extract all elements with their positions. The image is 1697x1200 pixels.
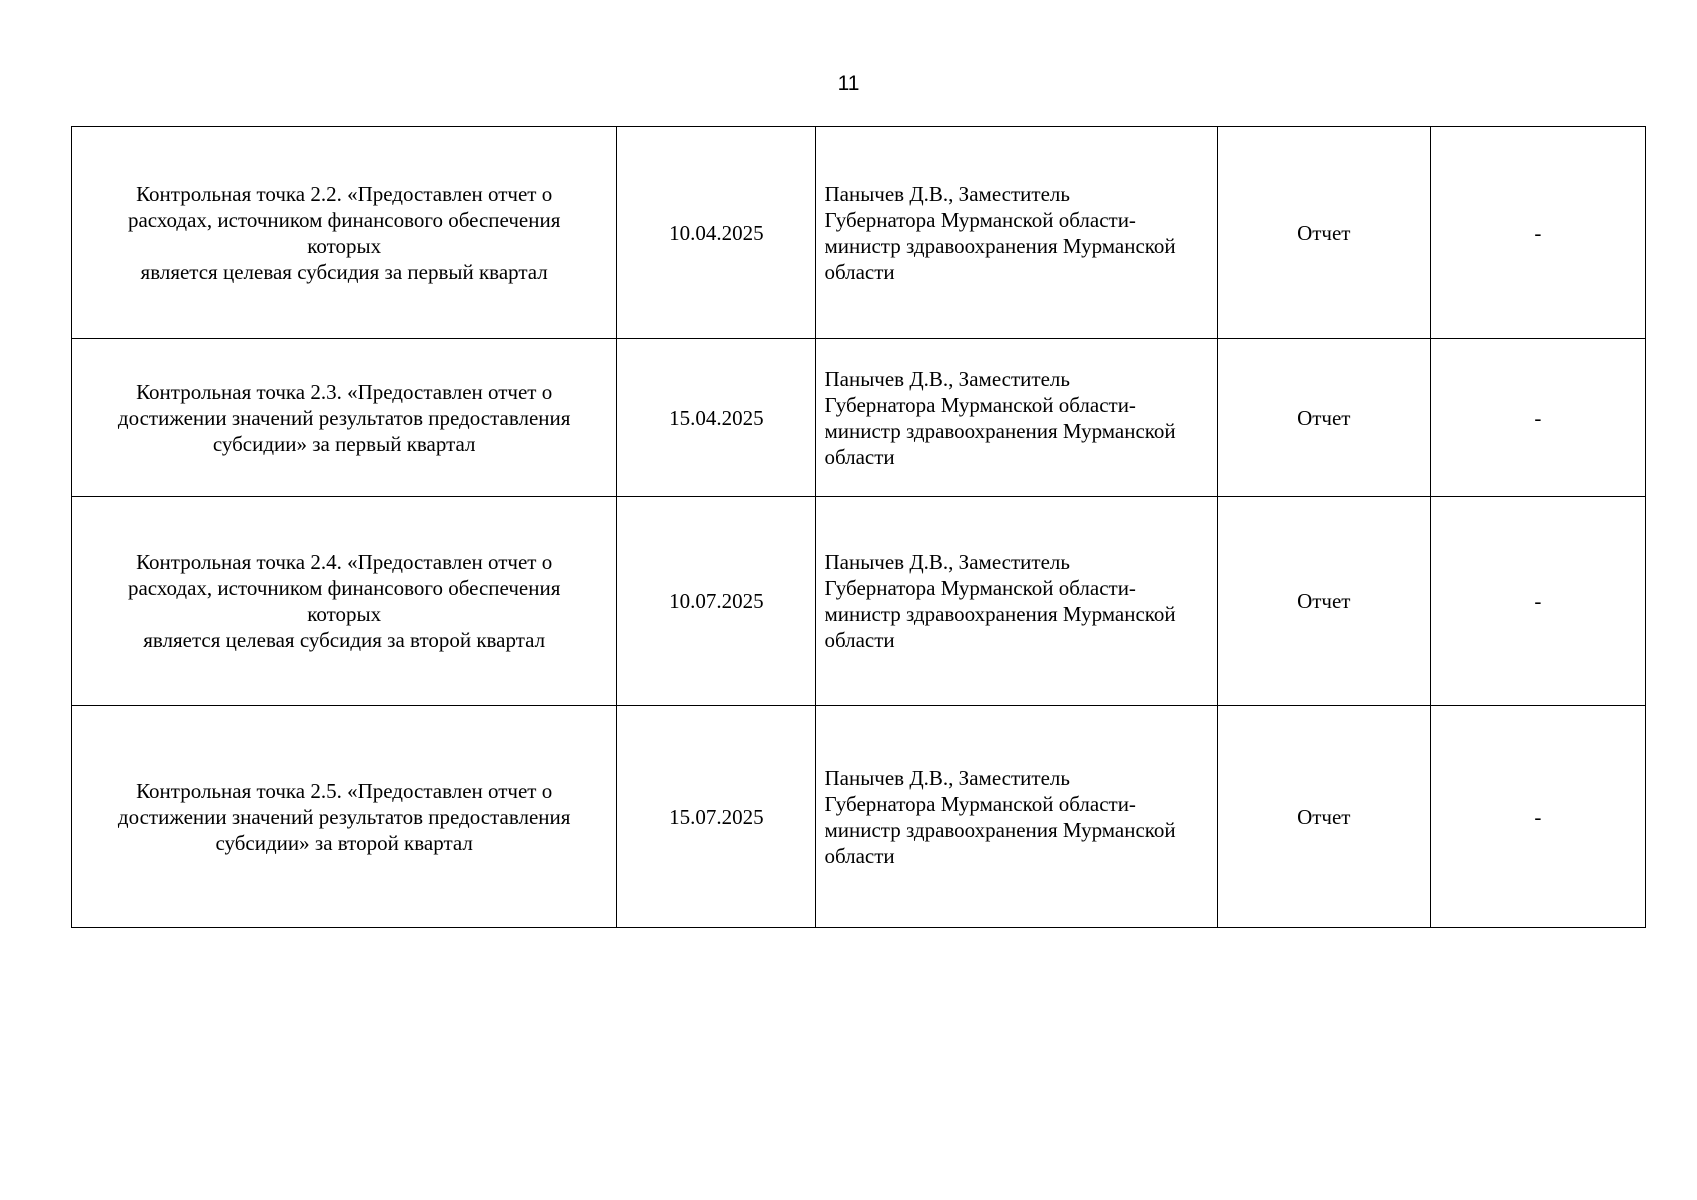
description-line: которых — [307, 233, 382, 258]
description-line: достижении значений результатов предоставления — [117, 804, 571, 829]
responsible-line: Панычев Д.В., Заместитель — [824, 550, 1070, 574]
responsible-line: министр здравоохранения Мурманской — [824, 817, 1176, 842]
responsible-person — [816, 497, 1217, 706]
responsible-person — [816, 339, 1217, 497]
description-line: расходах, источником финансового обеспечения — [127, 207, 561, 232]
responsible-line: области — [824, 843, 895, 868]
description-line: Контрольная точка 2.2. «Предоставлен отчет о — [136, 181, 553, 206]
completion-date: 10.04.2025 — [617, 127, 816, 339]
completion-date: 15.04.2025 — [617, 339, 816, 497]
control-point-description — [72, 339, 617, 497]
note-cell: - — [1430, 127, 1645, 339]
control-point-description — [72, 497, 617, 706]
table-row — [72, 127, 1646, 339]
note-cell: - — [1430, 706, 1645, 928]
responsible-line: Губернатора Мурманской области- — [824, 392, 1136, 417]
responsible-line: министр здравоохранения Мурманской — [824, 418, 1176, 443]
table-row — [72, 497, 1646, 706]
responsible-line: Губернатора Мурманской области- — [824, 576, 1136, 600]
responsible-person — [816, 706, 1217, 928]
document-type: Отчет — [1217, 339, 1430, 497]
responsible-line: министр здравоохранения Мурманской — [824, 602, 1176, 626]
description-line: расходах, источником финансового обеспечения — [127, 576, 561, 600]
responsible-line: области — [824, 444, 895, 469]
description-line: Контрольная точка 2.4. «Предоставлен отчет о — [136, 550, 553, 574]
responsible-line: Панычев Д.В., Заместитель — [824, 181, 1070, 206]
document-type: Отчет — [1217, 706, 1430, 928]
control-points-table — [71, 126, 1646, 928]
control-point-description — [72, 706, 617, 928]
description-line: субсидии» за второй квартал — [215, 830, 473, 855]
completion-date: 15.07.2025 — [617, 706, 816, 928]
responsible-line: Панычев Д.В., Заместитель — [824, 366, 1070, 391]
control-point-description — [72, 127, 617, 339]
responsible-line: области — [824, 628, 895, 652]
description-line: Контрольная точка 2.5. «Предоставлен отчет о — [136, 778, 553, 803]
description-line: субсидии» за первый квартал — [212, 431, 476, 456]
description-line: является целевая субсидия за второй квартал — [143, 628, 546, 652]
note-cell: - — [1430, 497, 1645, 706]
description-line: которых — [307, 602, 382, 626]
responsible-person — [816, 127, 1217, 339]
responsible-line: области — [824, 259, 895, 284]
responsible-line: министр здравоохранения Мурманской — [824, 233, 1176, 258]
document-type: Отчет — [1217, 127, 1430, 339]
table-row — [72, 706, 1646, 928]
completion-date: 10.07.2025 — [617, 497, 816, 706]
responsible-line: Панычев Д.В., Заместитель — [824, 765, 1070, 790]
description-line: достижении значений результатов предоставления — [117, 405, 571, 430]
responsible-line: Губернатора Мурманской области- — [824, 207, 1136, 232]
document-type: Отчет — [1217, 497, 1430, 706]
note-cell: - — [1430, 339, 1645, 497]
responsible-line: Губернатора Мурманской области- — [824, 791, 1136, 816]
description-line: Контрольная точка 2.3. «Предоставлен отчет о — [136, 379, 553, 404]
description-line: является целевая субсидия за первый квартал — [140, 259, 548, 284]
table-row — [72, 339, 1646, 497]
page-number: 11 — [837, 72, 860, 95]
